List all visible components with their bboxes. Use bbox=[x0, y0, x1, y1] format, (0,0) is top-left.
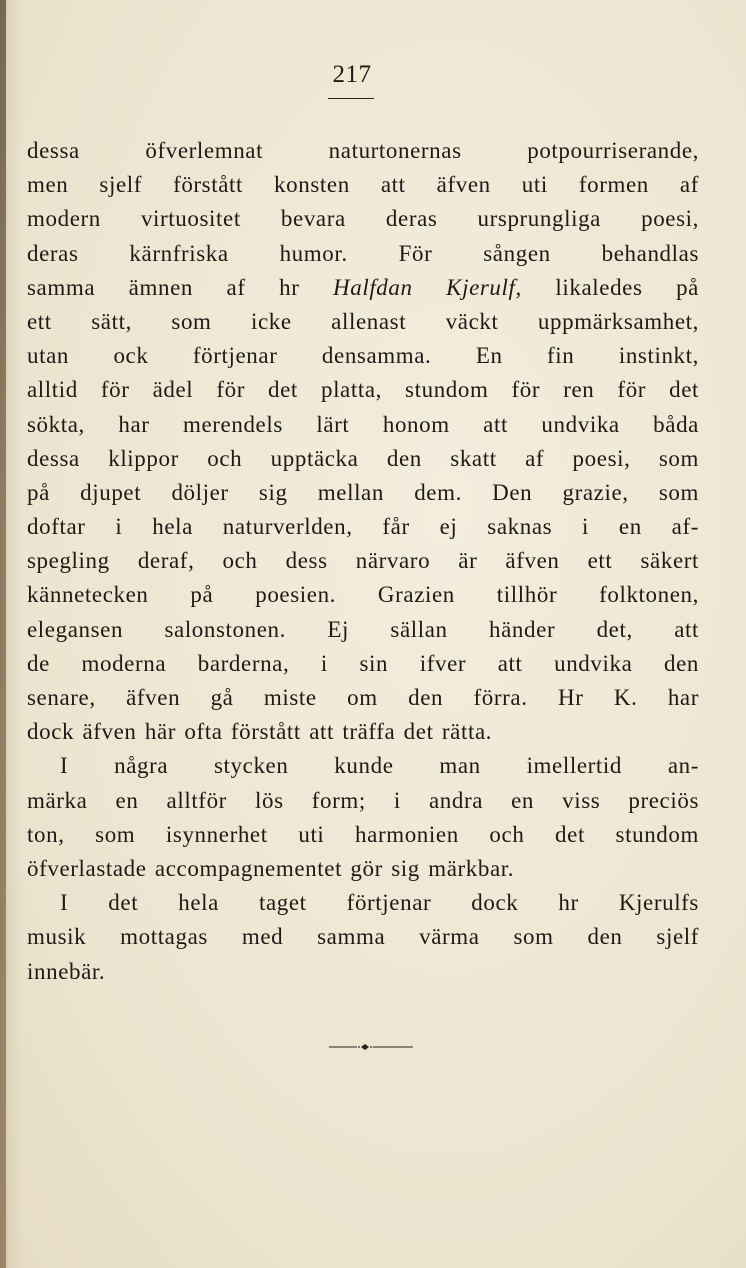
page-number-rule bbox=[328, 98, 374, 99]
rule-with-diamond-ornament bbox=[329, 1041, 413, 1053]
text-line: elegansen salonstonen. Ej sällan händer det, att bbox=[27, 616, 699, 642]
text-line: de moderna barderna, i sin ifver att undvika den bbox=[27, 650, 699, 676]
text-line: dessa öfverlemnat naturtonernas potpourriserande, bbox=[27, 138, 699, 163]
text-line: men sjelf förstått konsten att äfven uti formen af bbox=[27, 172, 699, 198]
body-text bbox=[27, 134, 699, 989]
text-line: märka en alltför lös form; i andra en viss preciös bbox=[27, 787, 699, 813]
text-line: ett sätt, som icke allenast väckt uppmärksamhet, bbox=[27, 308, 699, 334]
text-line: alltid för ädel för det platta, stundom för ren för det bbox=[27, 377, 699, 403]
text-line: doftar i hela naturverlden, får ej saknas i en af- bbox=[27, 514, 699, 540]
text-line: I det hela taget förtjenar dock hr Kjerulfs bbox=[60, 890, 699, 916]
text-line: sökta, har merendels lärt honom att undvika båda bbox=[27, 411, 699, 437]
text-line: innebär. bbox=[27, 958, 106, 984]
composer-name: Halfdan Kjerulf, bbox=[333, 274, 522, 300]
page-number: 217 bbox=[332, 61, 372, 88]
text-line: dessa klippor och upptäcka den skatt af poesi, som bbox=[27, 445, 699, 471]
text-line: ton, som isynnerhet uti harmonien och det stundom bbox=[27, 821, 699, 847]
text-line: utan ock förtjenar densamma. En fin instinkt, bbox=[27, 343, 699, 369]
text-line: spegling deraf, och dess närvaro är äfven ett säkert bbox=[27, 548, 699, 574]
text-line: kännetecken på poesien. Grazien tillhör folktonen, bbox=[27, 582, 699, 608]
text-line: på djupet döljer sig mellan dem. Den grazie, som bbox=[27, 479, 699, 505]
text-line: deras kärnfriska humor. För sången behandlas bbox=[27, 240, 699, 266]
text-line: musik mottagas med samma värma som den sjelf bbox=[27, 924, 699, 950]
text-line: senare, äfven gå miste om den förra. Hr K. har bbox=[27, 685, 699, 710]
text-line: I några stycken kunde man imellertid an- bbox=[60, 753, 699, 779]
text-run: likaledes på bbox=[521, 274, 699, 300]
text-line: dock äfven här ofta förstått att träffa det rätta. bbox=[27, 719, 493, 745]
binding-edge bbox=[0, 0, 6, 1268]
text-line: modern virtuositet bevara deras ursprungliga poesi, bbox=[27, 206, 699, 232]
text-line: öfverlastade accompagnementet gör sig märkbar. bbox=[27, 855, 515, 881]
text-run: samma ämnen af hr bbox=[27, 274, 334, 300]
text-line bbox=[27, 271, 699, 305]
